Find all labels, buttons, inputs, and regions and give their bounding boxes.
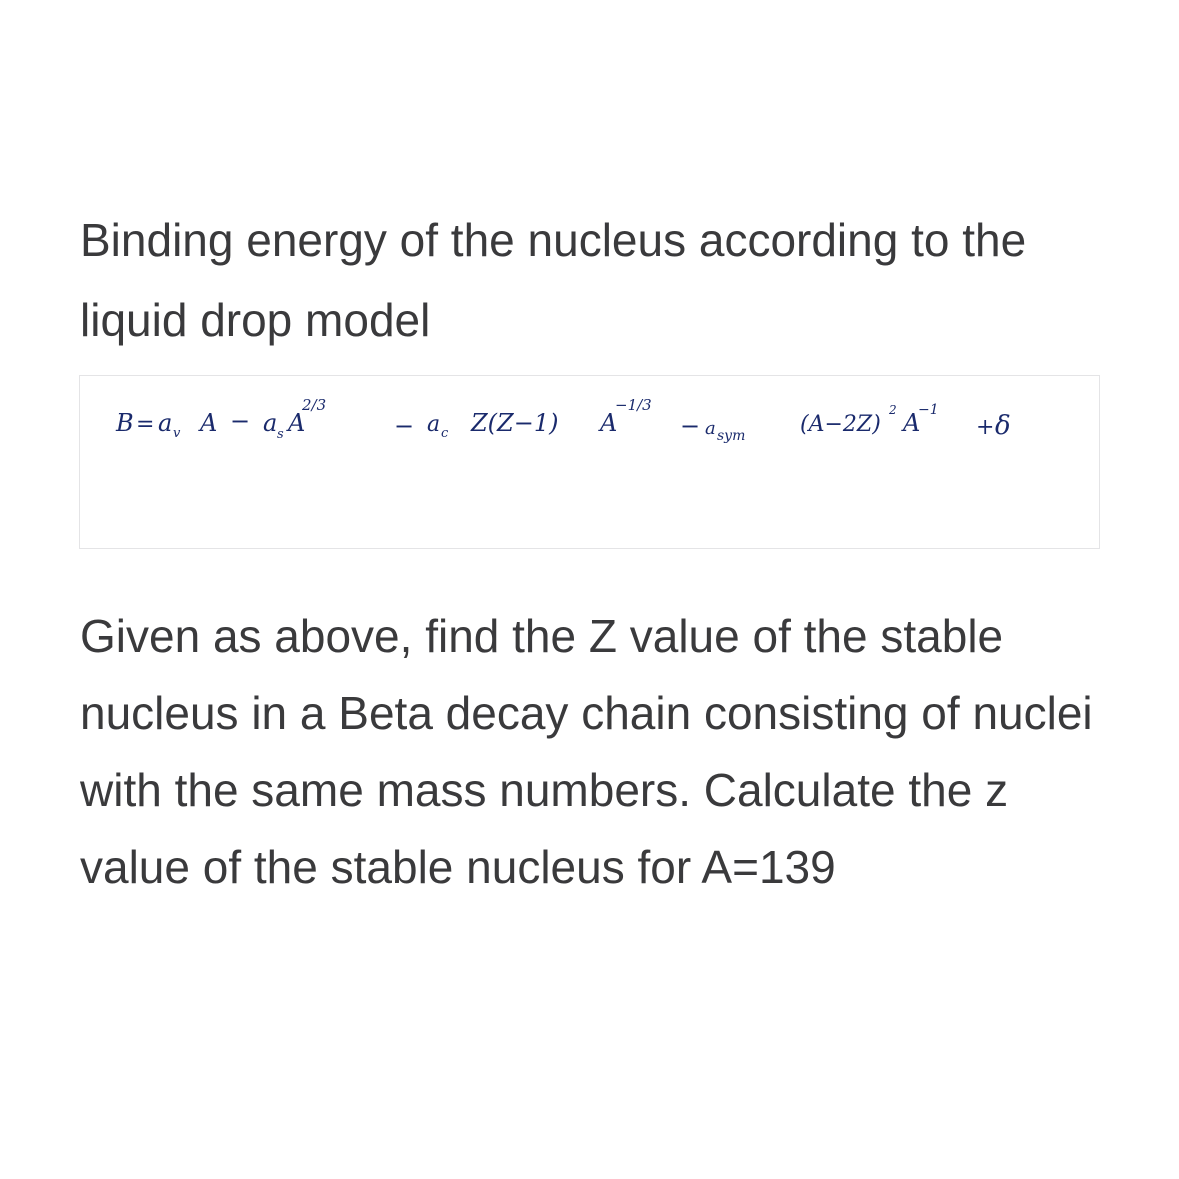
formula-av-sub: v	[173, 426, 181, 441]
formula-term4-var: A	[903, 409, 921, 437]
formula-term3-var: A	[600, 409, 618, 437]
formula-plus: +	[976, 415, 995, 440]
formula-term2-var: A	[288, 409, 306, 437]
formula-asym-sub: sym	[717, 428, 746, 444]
question-text: Given as above, find the Z value of the stable nucleus in a Beta decay chain consisting of nuclei with the same mass numbers. Calculate the z value of the stable nucleus for A=139	[80, 610, 1093, 893]
formula-asym-coef: a	[705, 418, 716, 439]
formula-as-coef: a	[263, 409, 278, 437]
formula-term4-square: 2	[889, 403, 897, 417]
formula-delta: δ	[995, 411, 1011, 441]
heading: Binding energy of the nucleus according to the liquid drop model	[80, 214, 1027, 346]
formula-term3-exp: −1/3	[615, 396, 652, 414]
formula-graphic	[80, 376, 1101, 550]
formula-term1-var: A	[200, 409, 218, 437]
formula-term2-exp: 2/3	[302, 396, 327, 414]
formula-as-sub: s	[277, 427, 284, 442]
formula-ac-sub: c	[441, 426, 449, 441]
formula-term3-body: Z(Z−1)	[471, 409, 559, 437]
formula-minus-2: −	[394, 412, 415, 440]
formula-equals: =	[136, 412, 155, 437]
formula-av-coef: a	[158, 409, 173, 437]
formula-term4-body: (A−2Z)	[800, 412, 881, 437]
formula-lhs: B	[116, 409, 134, 437]
formula-term4-exp: −1	[918, 402, 939, 418]
formula-image	[79, 375, 1100, 549]
formula-ac-coef: a	[427, 412, 441, 437]
formula-minus-1: −	[230, 407, 251, 435]
formula-minus-3: −	[680, 412, 701, 440]
